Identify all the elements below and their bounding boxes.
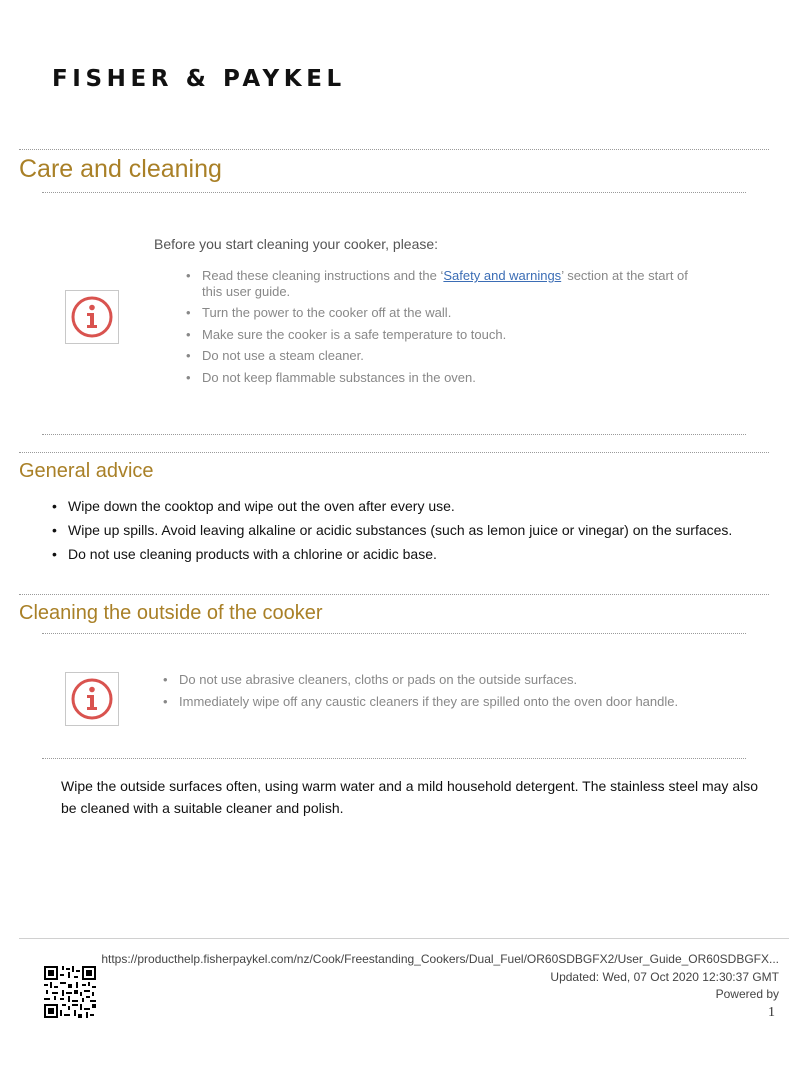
outside-notes-list: [163, 672, 763, 715]
list-item: • Do not use a steam cleaner.: [186, 348, 706, 364]
precaution-list: [186, 268, 706, 391]
footer-updated: Updated: Wed, 07 Oct 2020 12:30:37 GMT: [550, 970, 779, 984]
brand-logo: FISHER & PAYKEL: [52, 66, 346, 92]
note-intro: Before you start cleaning your cooker, please:: [154, 236, 439, 252]
list-item: • Immediately wipe off any caustic cleaners if they are spilled onto the oven door handle.: [163, 694, 763, 710]
list-item: • Read these cleaning instructions and the ‘Safety and warnings’ section at the start of this user guide.: [186, 268, 706, 299]
list-item: • Wipe up spills. Avoid leaving alkaline or acidic substances (such as lemon juice or vinegar) on the surfaces.: [52, 521, 732, 545]
note-divider: [42, 758, 746, 759]
general-advice-list: [52, 497, 732, 569]
section-divider: [19, 452, 769, 453]
page-number: 1: [768, 1005, 775, 1020]
list-item: • Make sure the cooker is a safe temperature to touch.: [186, 327, 706, 343]
title-divider: [42, 192, 746, 193]
section-divider: [19, 594, 769, 595]
general-advice-heading: General advice: [19, 460, 154, 482]
list-item: • Wipe down the cooktop and wipe out the oven after every use.: [52, 497, 732, 521]
list-item: • Do not use abrasive cleaners, cloths or pads on the outside surfaces.: [163, 672, 763, 688]
outside-cleaning-heading: Cleaning the outside of the cooker: [19, 602, 323, 624]
title-divider: [42, 633, 746, 634]
qr-code: [44, 966, 96, 1018]
list-item: • Do not keep flammable substances in the oven.: [186, 370, 706, 386]
info-icon: [65, 290, 119, 344]
list-item: • Do not use cleaning products with a chlorine or acidic base.: [52, 545, 732, 569]
outside-cleaning-paragraph: Wipe the outside surfaces often, using warm water and a mild household detergent. The stainless steel may also be cleaned with a suitable cleaner and polish.: [61, 778, 759, 816]
page-title: Care and cleaning: [19, 155, 222, 183]
list-item: • Turn the power to the cooker off at the wall.: [186, 305, 706, 321]
footer-divider: [19, 938, 789, 939]
info-icon: [65, 672, 119, 726]
footer-powered-by: Powered by: [715, 987, 779, 1001]
safety-warnings-link[interactable]: Safety and warnings: [443, 268, 562, 283]
section-divider: [19, 149, 769, 150]
footer-url[interactable]: https://producthelp.fisherpaykel.com/nz/Cook/Freestanding_Cookers/Dual_Fuel/OR60SDBGFX2/User_Guide_OR60SDBGFX...: [101, 952, 779, 966]
note-divider: [42, 434, 746, 435]
